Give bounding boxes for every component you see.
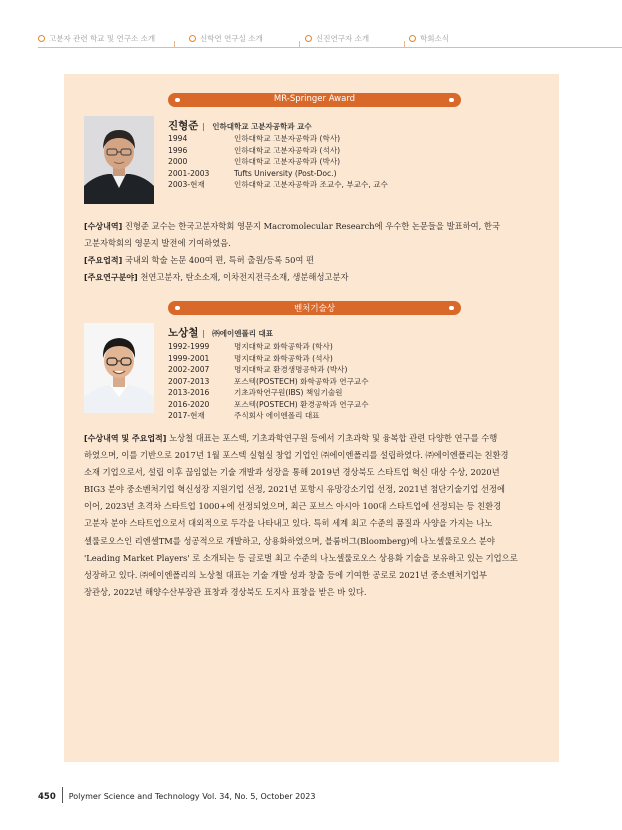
- award-title: MR-Springer Award: [273, 94, 356, 104]
- career-description: 인하대학교 고분자공학과 (석사): [234, 145, 341, 155]
- description-line: [84, 252, 546, 269]
- career-row: [168, 387, 369, 399]
- page-footer: [38, 787, 315, 803]
- career-year: 2001-2003: [168, 168, 210, 178]
- career-year: 2017-현재: [168, 411, 205, 420]
- bar-pip-icon: [449, 98, 454, 102]
- career-row: [168, 145, 388, 157]
- bullet-circle-icon: [409, 35, 416, 42]
- bullet-circle-icon: [189, 35, 196, 42]
- description-text: 고분자학회의 영문지 발전에 기여하였음.: [84, 238, 231, 249]
- career-row: [168, 376, 369, 388]
- career-year: 1994: [168, 134, 188, 143]
- description-text: 셀룰로오스인 리엔셀TM를 성공적으로 개발하고, 상용화하였으며, 블룸버그(Bloomberg)에 나노셀룰로오스 분야: [84, 535, 495, 546]
- page-number: 450: [38, 792, 56, 802]
- career-year: 2007-2013: [168, 376, 210, 386]
- description-line: [84, 515, 546, 532]
- description-text: 하였으며, 이를 기반으로 2017년 1월 포스텍 실험실 창업 기업인 ㈜에이엔폴리를 설립하였다. ㈜에이엔폴리는 친환경: [84, 450, 509, 461]
- career-row: [168, 410, 369, 422]
- career-description: Tufts University (Post-Doc.): [234, 168, 337, 178]
- description-line: [84, 235, 546, 252]
- description-text: 천연고분자, 탄소소재, 이차전지전극소재, 생분해성고분자: [137, 272, 349, 283]
- career-row: [168, 341, 369, 353]
- description-text: 'Leading Market Players' 로 소개되는 등 글로벌 최고 수준의 나노셀룰로오스 상용화 기술을 보유하고 있는 기업으로: [84, 552, 518, 563]
- career-description: 주식회사 에이엔폴리 대표: [234, 411, 320, 420]
- career-description: 인하대학교 고분자공학과 조교수, 부교수, 교수: [234, 180, 388, 189]
- description-line: [84, 567, 546, 584]
- description-text: 고분자 분야 스타트업으로서 대외적으로 두각을 나타내고 있다. 특히 세계 최고 수준의 품질과 사양을 가지는 나노: [84, 518, 493, 529]
- career-description: 명지대학교 환경생명공학과 (박사): [234, 365, 348, 374]
- nav-item-labs[interactable]: 신학연 연구실 소개: [189, 33, 263, 44]
- nav-item-schools[interactable]: 고분자 관련 학교 및 연구소 소개: [38, 33, 155, 44]
- description-line: [84, 430, 546, 447]
- career-year: 2002-2007: [168, 365, 210, 374]
- career-description: 포스텍(POSTECH) 화학공학과 연구교수: [234, 376, 369, 386]
- career-row: [168, 353, 369, 365]
- portrait-illustration: [84, 116, 154, 204]
- recipient-affiliation: ㈜에이엔폴리 대표: [212, 329, 274, 338]
- portrait-photo: [84, 323, 154, 413]
- career-year: 2016-2020: [168, 399, 210, 409]
- description-text: 소재 기업으로서, 설립 이후 끊임없는 기술 개발과 성장을 통해 2019년 경상북도 스타트업 혁신 대상 수상, 2020년: [84, 467, 500, 478]
- nav-item-researchers[interactable]: 신진연구자 소개: [305, 33, 369, 44]
- description-line: [84, 498, 546, 515]
- description-line: [84, 481, 546, 498]
- section-heading: [주요연구분야]: [84, 273, 138, 283]
- description-text: 노상철 대표는 포스텍, 기초과학연구원 등에서 기초과학 및 융복합 관련 다양한 연구를 수행: [166, 433, 498, 443]
- description-line: [84, 533, 546, 550]
- section-navigation: [0, 0, 622, 60]
- bullet-circle-icon: [305, 35, 312, 42]
- section-heading: [수상내역]: [84, 222, 123, 231]
- career-description: 명지대학교 화학공학과 (석사): [234, 353, 333, 363]
- recipient-name: 노상철 | ㈜에이엔폴리 대표: [168, 327, 274, 339]
- bar-pip-icon: [449, 306, 454, 310]
- career-year: 2003-현재: [168, 180, 205, 189]
- nav-item-news[interactable]: 학회소식: [409, 33, 449, 44]
- career-description: 명지대학교 화학공학과 (학사): [234, 342, 333, 351]
- description-text: 진형준 교수는 한국고분자학회 영문지 Macromolecular Research에 우수한 논문들을 발표하여, 한국: [122, 221, 500, 231]
- award-title-bar: [168, 301, 461, 315]
- bullet-circle-icon: [38, 35, 45, 42]
- award-title-bar: [168, 93, 461, 107]
- career-year: 1992-1999: [168, 342, 210, 351]
- career-year: 2000: [168, 157, 188, 166]
- nav-rule: [38, 47, 622, 48]
- award-description: [84, 430, 546, 601]
- description-text: 국내외 학술 논문 400여 편, 특허 출원/등록 50여 편: [122, 255, 315, 266]
- award-description: [84, 218, 546, 286]
- description-line: [84, 464, 546, 481]
- section-heading: [주요업적]: [84, 256, 123, 266]
- section-heading: [수상내역 및 주요업적]: [84, 434, 167, 443]
- career-description: 포스텍(POSTECH) 환경공학과 연구교수: [234, 399, 369, 409]
- footer-divider: [62, 787, 63, 803]
- career-row: [168, 156, 388, 168]
- description-line: [84, 550, 546, 567]
- career-year: 1999-2001: [168, 353, 210, 363]
- career-row: [168, 168, 388, 180]
- career-row: [168, 364, 369, 376]
- description-line: [84, 218, 546, 235]
- career-row: [168, 399, 369, 411]
- award-title: 벤처기술상: [293, 304, 336, 314]
- nav-divider: [299, 41, 300, 48]
- nav-divider: [174, 41, 175, 48]
- career-list: [168, 133, 388, 191]
- description-line: [84, 584, 546, 601]
- description-text: 장관상, 2022년 해양수산부장관 표창과 경상북도 도지사 표창을 받은 바 있다.: [84, 586, 367, 597]
- career-row: [168, 179, 388, 191]
- career-description: 기초과학연구원(IBS) 책임기술원: [234, 388, 343, 397]
- journal-citation: Polymer Science and Technology Vol. 34, No. 5, October 2023: [68, 792, 316, 801]
- portrait-illustration: [84, 323, 154, 413]
- career-year: 2013-2016: [168, 388, 210, 397]
- nav-divider: [404, 41, 405, 48]
- description-line: [84, 269, 546, 286]
- description-text: 성장하고 있다. ㈜에이엔폴리의 노상철 대표는 기술 개발 성과 창출 등에 기여한 공로로 2021년 중소벤처기업부: [84, 569, 487, 580]
- description-text: 이어, 2023년 초격차 스타트업 1000+에 선정되었으며, 최근 포브스 아시아 100대 스타트업에 선정되는 등 친환경: [84, 501, 502, 512]
- career-description: 인하대학교 고분자공학과 (박사): [234, 157, 341, 166]
- career-year: 1996: [168, 145, 188, 155]
- career-list: [168, 341, 369, 422]
- recipient-affiliation: 인하대학교 고분자공학과 교수: [212, 122, 312, 131]
- description-line: [84, 447, 546, 464]
- recipient-name: 진형준 | 인하대학교 고분자공학과 교수: [168, 120, 312, 132]
- career-description: 인하대학교 고분자공학과 (학사): [234, 134, 341, 143]
- description-text: BIG3 분야 중소벤처기업 혁신성장 지원기업 선정, 2021년 포항시 유망강소기업 선정, 2021년 첨단기술기업 선정에: [84, 484, 506, 495]
- portrait-photo: [84, 116, 154, 204]
- career-row: [168, 133, 388, 145]
